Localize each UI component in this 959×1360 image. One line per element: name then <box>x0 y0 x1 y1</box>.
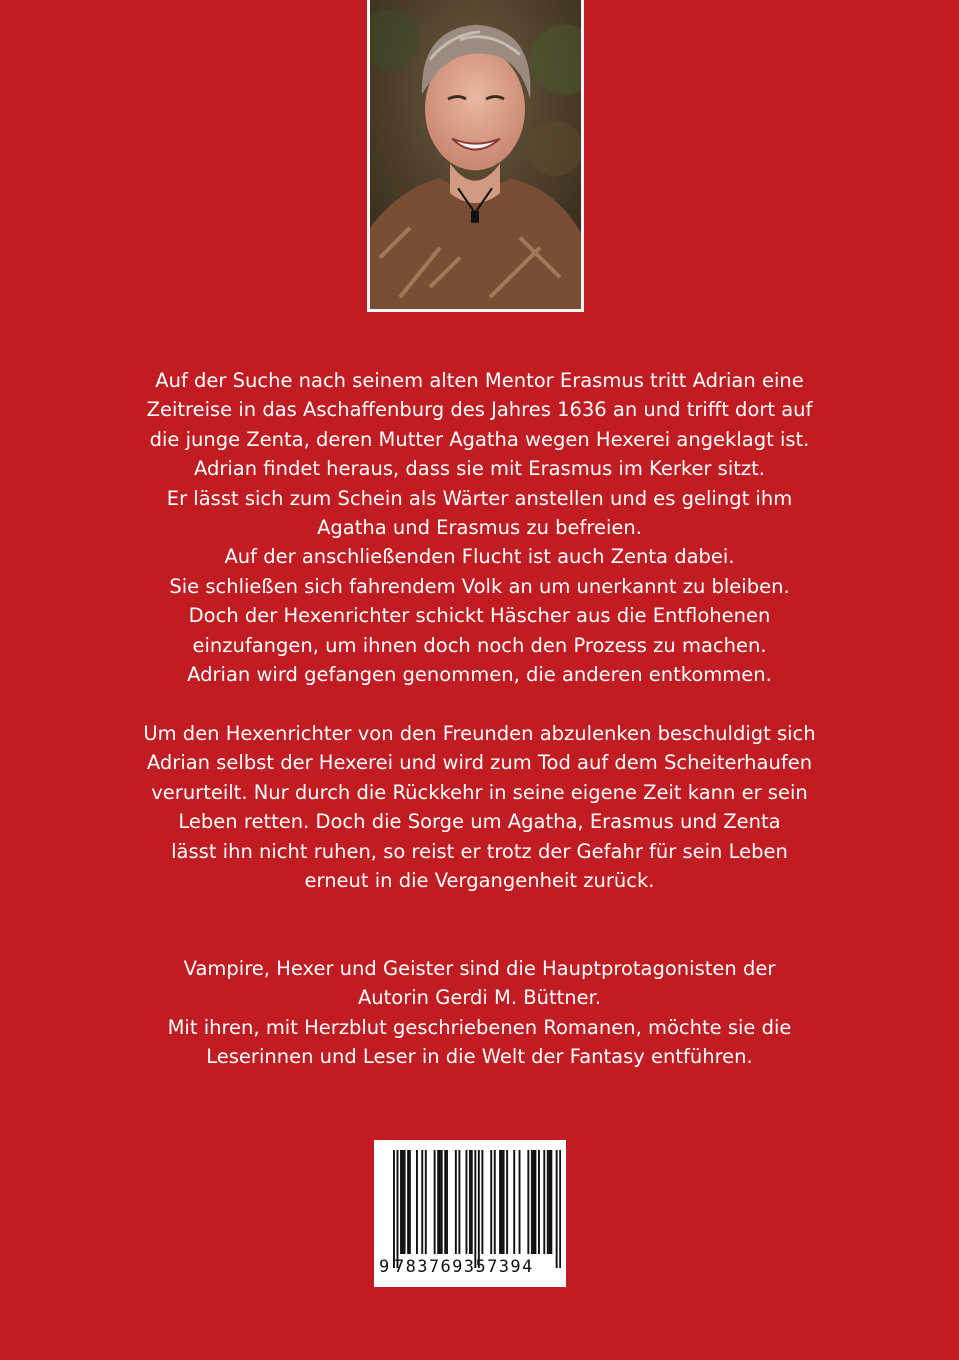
barcode-bar <box>404 1150 406 1254</box>
blurb-line: Leserinnen und Leser in die Welt der Fantasy entführen. <box>206 1045 753 1069</box>
blurb-paragraph-1 <box>60 366 899 689</box>
barcode-bars-icon <box>393 1150 561 1268</box>
barcode-bar <box>409 1150 411 1254</box>
isbn-first-digit: 9 <box>379 1257 390 1277</box>
author-paragraph <box>60 954 899 1072</box>
barcode-bar <box>402 1150 404 1254</box>
blurb-line: Um den Hexenrichter von den Freunden abzulenken beschuldigt sich <box>143 722 816 745</box>
barcode-bar <box>466 1150 468 1254</box>
barcode-bar <box>478 1150 480 1268</box>
barcode-bar <box>527 1150 529 1254</box>
barcode-bar <box>441 1150 443 1254</box>
barcode-bar <box>416 1150 418 1254</box>
barcode-bar <box>559 1150 561 1268</box>
barcode-bar <box>458 1150 460 1254</box>
blurb-line: erneut in die Vergangenheit zurück. <box>304 869 655 893</box>
barcode-bar <box>444 1150 446 1254</box>
barcode-bar <box>437 1150 439 1254</box>
barcode-bar <box>534 1150 536 1254</box>
barcode-bar <box>519 1150 521 1254</box>
isbn-barcode <box>374 1140 566 1287</box>
barcode-bar <box>425 1150 427 1254</box>
blurb-line: Mit ihren, mit Herzblut geschriebenen Romanen, möchte sie die <box>167 1015 792 1039</box>
isbn-digits: 783769357394 <box>394 1257 534 1277</box>
barcode-bar <box>506 1150 508 1254</box>
barcode-bar <box>543 1150 545 1254</box>
barcode-bar <box>397 1150 399 1268</box>
blurb-line: Zeitreise in das Aschaffenburg des Jahres 1636 an und trifft dort auf <box>146 398 813 422</box>
blurb-line: Agatha und Erasmus zu befreien. <box>317 516 642 540</box>
barcode-bar <box>494 1150 496 1254</box>
barcode-bar <box>471 1150 473 1254</box>
blurb-line: Auf der anschließenden Flucht ist auch Zenta dabei. <box>224 545 735 569</box>
barcode-bar <box>393 1150 395 1268</box>
blurb-paragraph-2 <box>60 719 899 895</box>
barcode-bar <box>469 1150 471 1254</box>
blurb-line: Vampire, Hexer und Geister sind die Hauptprotagonisten der <box>183 957 776 980</box>
barcode-bar <box>421 1150 423 1254</box>
barcode-bar <box>533 1150 535 1254</box>
author-portrait-icon <box>370 0 581 309</box>
blurb-line: Adrian wird gefangen genommen, die anderen entkommen. <box>187 663 772 687</box>
barcode-bar <box>549 1150 551 1254</box>
barcode-bar <box>547 1150 549 1254</box>
barcode-bar <box>556 1150 558 1268</box>
blurb-line: Sie schließen sich fahrendem Volk an um unerkannt zu bleiben. <box>169 574 790 598</box>
barcode-bar <box>446 1150 448 1254</box>
barcode-bar <box>501 1150 503 1254</box>
author-photo <box>367 0 584 312</box>
barcode-bar <box>503 1150 505 1254</box>
barcode-bar <box>538 1150 540 1254</box>
barcode-bar <box>490 1150 492 1254</box>
barcode-bar <box>513 1150 515 1254</box>
blurb-line: Auf der Suche nach seinem alten Mentor Erasmus tritt Adrian eine <box>155 369 804 392</box>
blurb-line: Leben retten. Doch die Sorge um Agatha, Erasmus und Zenta <box>178 810 781 834</box>
blurb-line: Adrian findet heraus, dass sie mit Erasmus im Kerker sitzt. <box>193 457 765 481</box>
blurb-line: einzufangen, um ihnen doch noch den Prozess zu machen. <box>192 633 767 657</box>
barcode-bar <box>434 1150 436 1254</box>
blurb-line: die junge Zenta, deren Mutter Agatha wegen Hexerei angeklagt ist. <box>149 427 810 451</box>
barcode-bar <box>455 1150 457 1254</box>
barcode-bar <box>481 1150 483 1254</box>
barcode-bar <box>531 1150 533 1254</box>
blurb-line: Er lässt sich zum Schein als Wärter anstellen und es gelingt ihm <box>166 486 793 510</box>
barcode-bar <box>474 1150 476 1268</box>
blurb-line: Doch der Hexenrichter schickt Häscher aus die Entflohenen <box>188 604 771 628</box>
barcode-bar <box>439 1150 441 1254</box>
barcode-bar <box>550 1150 552 1254</box>
barcode-bar <box>400 1150 402 1254</box>
blurb-line: lässt ihn nicht ruhen, so reist er trotz der Gefahr für sein Leben <box>171 839 788 863</box>
barcode-bar <box>407 1150 409 1254</box>
blurb-line: verurteilt. Nur durch die Rückkehr in seine eigene Zeit kann er sein <box>151 780 808 804</box>
barcode-bar <box>499 1150 501 1254</box>
blurb-line: Adrian selbst der Hexerei und wird zum Tod auf dem Scheiterhaufen <box>146 751 813 775</box>
blurb-line: Autorin Gerdi M. Büttner. <box>357 986 602 1010</box>
